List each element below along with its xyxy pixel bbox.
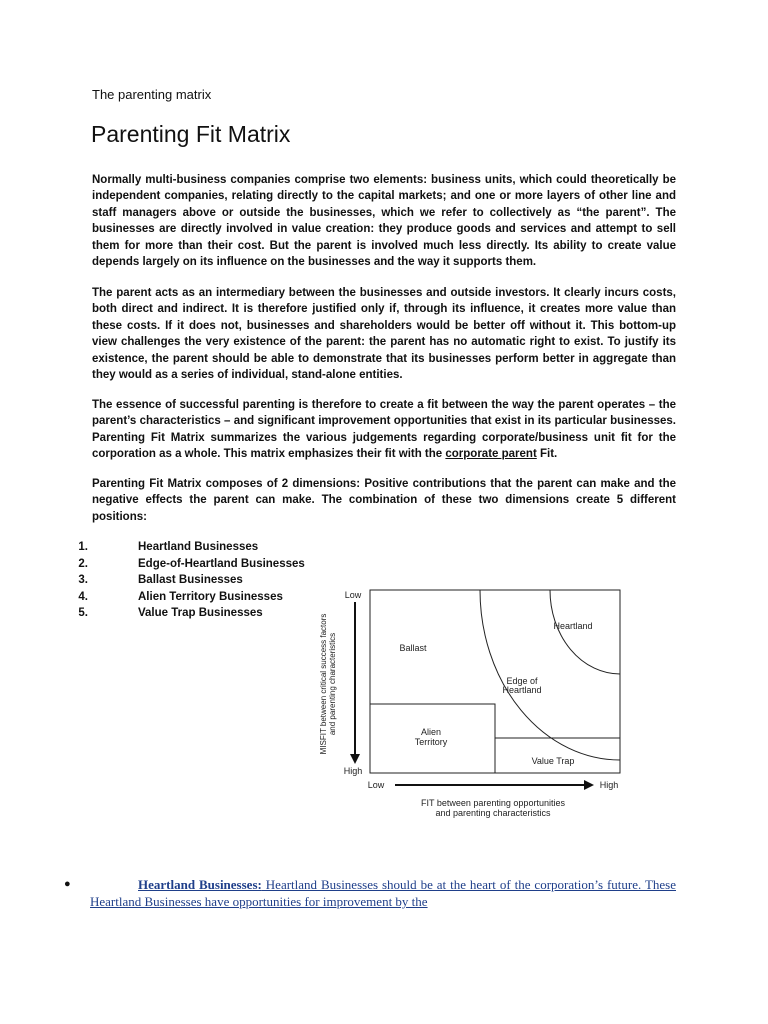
list-item-number: 4. [78, 590, 88, 603]
paragraph-dimensions [92, 476, 676, 525]
region-edge-line-2: Heartland [502, 685, 542, 695]
region-alien-line-2: Territory [414, 737, 448, 747]
paragraph-essence [92, 397, 676, 463]
y-axis-high-label: High [343, 766, 363, 776]
paragraph-essence-part-c: summarizes the various judgements regarding corporate/business unit fit for the corporation as a whole. This matrix emphasizes their fit with the [92, 431, 676, 461]
region-value-trap: Value Trap [531, 756, 575, 766]
list-item-text: Ballast Businesses [138, 574, 243, 586]
list-item-number: 3. [78, 574, 88, 586]
list-item-text: Alien Territory Businesses [138, 590, 283, 603]
paragraph-dimensions-body: composes of 2 dimensions: Positive contributions that the parent can make and the negative effects the parent can make. The combination of these two dimensions create 5 different positions: [92, 478, 676, 523]
paragraph-intro: Normally multi-business companies comprise two elements: business units, which could theoretically be independent companies, relating directly to the capital markets; and one or more layers of other line and staff managers above or outside the businesses, which we refer to collectively as “the parent”. The businesses are directly involved in value creation: they produce goods and services and attempt to sell them for more than their cost. But the parent is involved much less directly. Its ability to create value depends largely on its influence on the businesses and the way it supports them. [92, 174, 676, 269]
y-axis-arrowhead [350, 754, 360, 764]
heartland-boundary [550, 590, 620, 674]
corporate-parent-link[interactable]: corporate parent [445, 448, 537, 461]
bullet-lead: Heartland Businesses: [138, 877, 262, 892]
bullet-heartland [60, 876, 676, 910]
x-axis-low-label: Low [367, 780, 385, 790]
list-item-text: Value Trap Businesses [138, 607, 263, 619]
paragraph-dimensions-term: Parenting Fit Matrix [92, 478, 202, 490]
paragraph-essence-term: Parenting Fit Matrix [92, 431, 205, 444]
x-axis-arrowhead [584, 780, 594, 790]
list-item-number: 1. [78, 541, 88, 553]
y-axis-title-line-1: MISFIT between critical success factors [319, 613, 328, 755]
region-ballast: Ballast [399, 643, 427, 653]
x-axis-title-line-2: and parenting characteristics [435, 808, 551, 818]
list-item-number: 5. [78, 607, 88, 619]
list-item-number: 2. [78, 557, 88, 570]
bullet-dot-icon: ● [64, 878, 71, 890]
region-alien-line-1: Alien [420, 727, 442, 737]
paragraph-essence-part-d: Fit. [536, 448, 558, 461]
page-title: Parenting Fit Matrix [91, 121, 291, 147]
paragraph-intermediary: The parent acts as an intermediary between the businesses and outside investors. It clearly incurs costs, both direct and indirect. It is therefore justified only if, through its influence, it creates more value than these costs. If it does not, businesses and shareholders would be better off without it. This bottom-up view challenges the very existence of the parent: the parent has no automatic right to exist. To justify its existence, the parent should be able to demonstrate that its businesses perform better in aggregate than they would as a series of individual, stand-alone entities. [92, 287, 676, 382]
paragraph-essence-part-a: The essence of successful parenting is therefore to create a fit between the way the parent operates – the parent’s characteristics – and significant improvement opportunities that exist in its particular businesses. [92, 399, 676, 428]
list-item-text: Edge-of-Heartland Businesses [138, 557, 305, 570]
document-label: The parenting matrix [92, 87, 212, 102]
edge-of-heartland-boundary [480, 590, 620, 760]
region-edge-line-1: Edge of [506, 676, 538, 686]
y-axis-title-line-2: and parenting characteristics [328, 632, 337, 736]
parenting-fit-matrix-diagram [300, 580, 640, 830]
x-axis-high-label: High [599, 780, 619, 790]
y-axis-low-label: Low [344, 590, 362, 600]
list-item-text: Heartland Businesses [138, 541, 259, 553]
heartland-description-link[interactable] [90, 876, 676, 910]
x-axis-title-line-1: FIT between parenting opportunities [421, 798, 565, 808]
bullet-body: Heartland Businesses should be at the heart of the corporation’s future. These Heartland Businesses have opportunities for improvement by the [90, 877, 676, 909]
region-heartland: Heartland [553, 621, 593, 631]
